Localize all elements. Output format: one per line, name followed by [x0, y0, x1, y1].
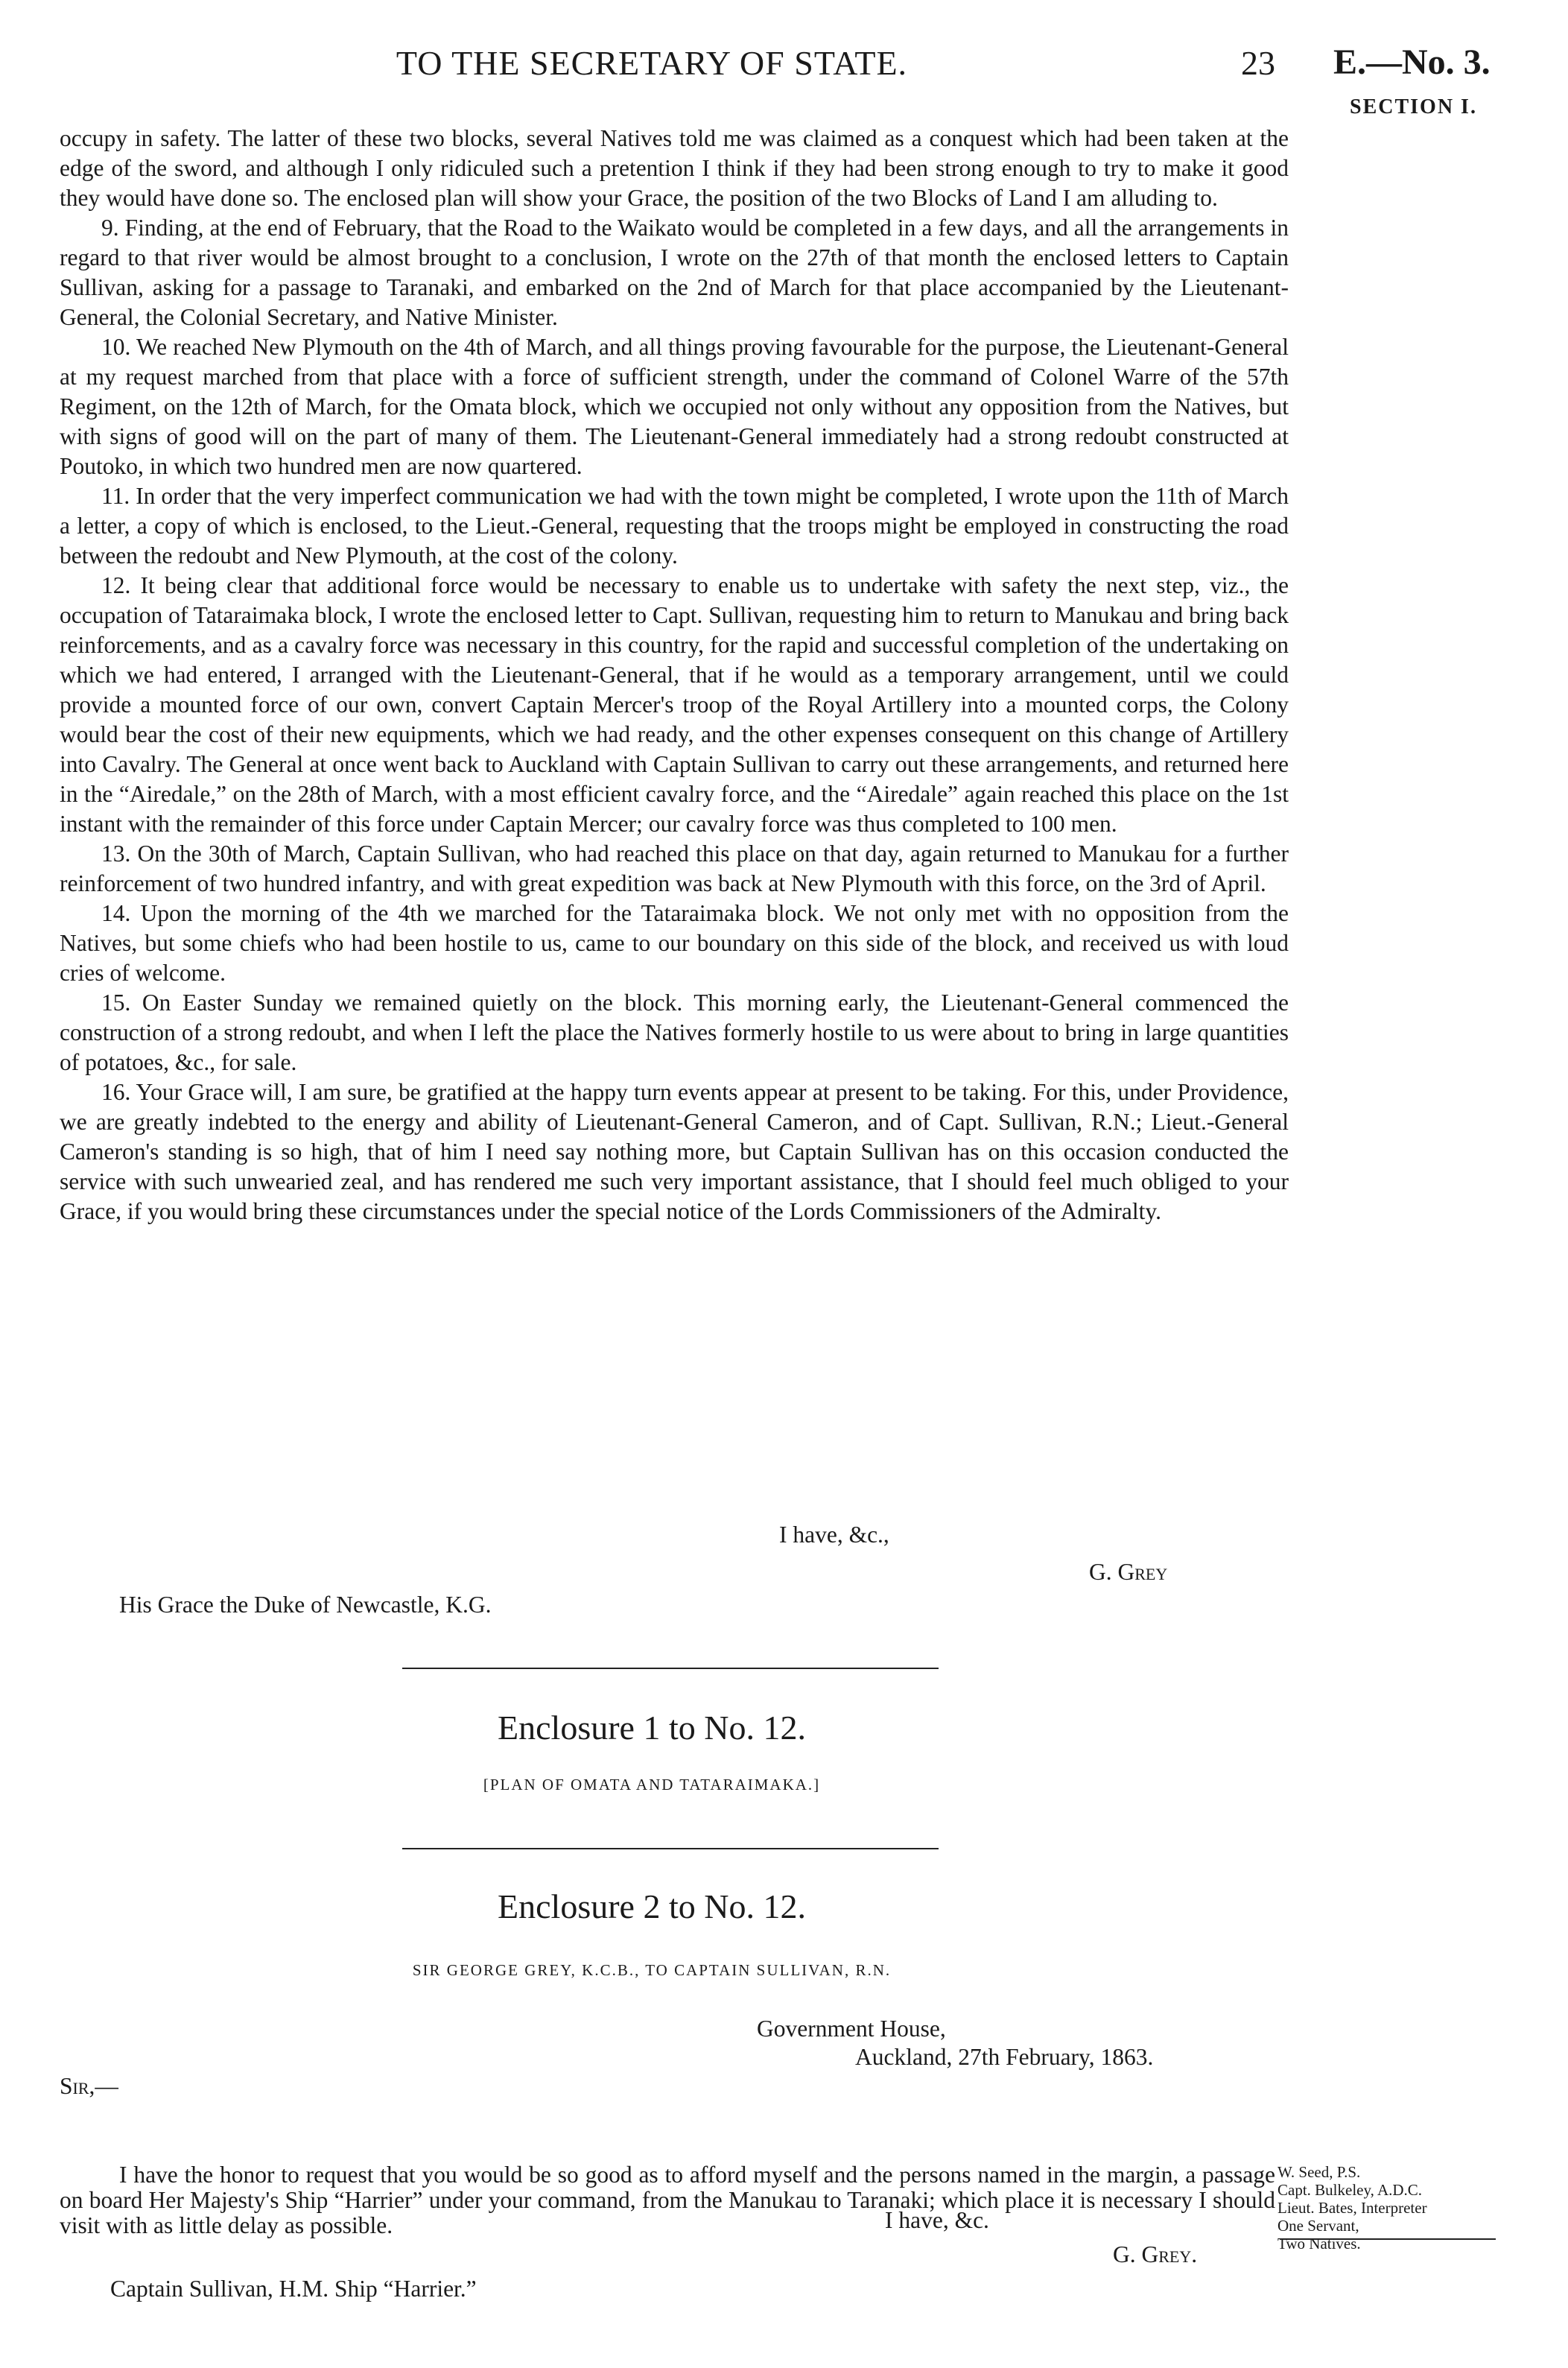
enclosure-2-signature: G. Grey. — [1113, 2241, 1198, 2267]
address-line-2: Auckland, 27th February, 1863. — [855, 2044, 1154, 2070]
enclosure-2-subtitle: SIR GEORGE GREY, K.C.B., TO CAPTAIN SULLIVAN, R.N. — [412, 1961, 892, 1979]
salutation: Sir,— — [60, 2073, 118, 2099]
address-line-1: Government House, — [757, 2016, 946, 2042]
paragraph-11: 11. In order that the very imperfect communication we had with the town might be completed, I wrote upon the 11th of March a letter, a copy of which is enclosed, to the Lieut.-General, requesting that the troops might be employed in constructing the road between the redoubt and New Plymouth, at the cost of the colony. — [60, 483, 1289, 569]
section-divider — [402, 1668, 939, 1669]
paragraph-15: 15. On Easter Sunday we remained quietly on the block. This morning early, the Lieutenant-General commenced the construction of a strong redoubt, and when I left the place the Natives formerly hostile to us were about to bring in large quantities of potatoes, &c., for sale. — [60, 990, 1289, 1075]
enclosure-2-body — [60, 2162, 1275, 2238]
section-divider — [402, 1848, 939, 1849]
paragraph-13: 13. On the 30th of March, Captain Sullivan, who had reached this place on that day, again returned to Manukau for a further reinforcement of two hundred infantry, and with great expedition was back at New Plymouth with this force, on the 3rd of April. — [60, 840, 1289, 896]
addressee: His Grace the Duke of Newcastle, K.G. — [119, 1592, 492, 1618]
paragraph-16: 16. Your Grace will, I am sure, be gratified at the happy turn events appear at present to be taking. For this, under Providence, we are greatly indebted to the energy and ability of Lieutenant-General Cameron, and of Capt. Sullivan, R.N.; Lieut.-General Cameron's standing is so high, that of him I need say nothing more, but Captain Sullivan has on this occasion conducted the service with such unwearied zeal, and has rendered me such very important assistance, that I should feel much obliged to your Grace, if you would bring these circumstances under the special notice of the Lords Commissioners of the Admiralty. — [60, 1079, 1289, 1224]
margin-divider — [1280, 2238, 1496, 2240]
page-number: 23 — [1241, 44, 1275, 82]
margin-name: W. Seed, P.S. — [1277, 2163, 1361, 2181]
enclosure-2-addressee: Captain Sullivan, H.M. Ship “Harrier.” — [110, 2276, 477, 2302]
margin-name: Lieut. Bates, Interpreter — [1277, 2199, 1427, 2217]
signature: G. Grey — [1089, 1559, 1168, 1585]
valediction: I have, &c., — [779, 1522, 889, 1548]
enclosure-2-title: Enclosure 2 to No. 12. — [498, 1887, 806, 1925]
enclosure-1-subtitle: [PLAN OF OMATA AND TATARAIMAKA.] — [483, 1776, 821, 1794]
margin-name: One Servant, — [1277, 2217, 1359, 2235]
paragraph-14: 14. Upon the morning of the 4th we marched for the Tataraimaka block. We not only met with no opposition from the Natives, but some chiefs who had been hostile to us, came to our boundary on this side of the block, and received us with loud cries of welcome. — [60, 900, 1289, 986]
enclosure-2-valediction: I have, &c. — [885, 2207, 989, 2233]
paragraph-12: 12. It being clear that additional force would be necessary to enable us to undertake with safety the next step, viz., the occupation of Tataraimaka block, I wrote the enclosed letter to Capt. Sullivan, requesting him to return to Manukau and bring back reinforcements, and as a cavalry force was necessary in this country, for the rapid and successful completion of the undertaking on which we had entered, I arranged with the Lieutenant-General, that if he would as a temporary arrangement, until we could provide a mounted force of our own, convert Captain Mercer's troop of the Royal Artillery into a mounted corps, the Colony would bear the cost of their new equipments, which we had ready, and the other expenses consequent on this change of Artillery into Cavalry. The General at once went back to Auckland with Captain Sullivan to carry out these arrangements, and returned here in the “Airedale,” on the 28th of March, with a most efficient cavalry force, and the “Airedale” again reached this place on the 1st instant with the remainder of this force under Captain Mercer; our cavalry force was thus completed to 100 men. — [60, 572, 1289, 837]
running-header-title: TO THE SECRETARY OF STATE. — [396, 44, 908, 82]
margin-name: Capt. Bulkeley, A.D.C. — [1277, 2181, 1423, 2199]
paragraph-10: 10. We reached New Plymouth on the 4th of March, and all things proving favourable for the purpose, the Lieutenant-General at my request marched from that place with a force of sufficient strength, under the command of Colonel Warre of the 57th Regiment, on the 12th of March, for the Omata block, which we occupied not only without any opposition from the Natives, but with signs of good will on the part of many of them. The Lieutenant-General immediately had a strong redoubt constructed at Poutoko, in which two hundred men are now quartered. — [60, 334, 1289, 479]
document-reference: E.—No. 3. — [1333, 42, 1491, 82]
paragraph-9: 9. Finding, at the end of February, that the Road to the Waikato would be completed in a few days, and all the arrangements in regard to that river would be almost brought to a conclusion, I wrote on the 27th of that month the enclosed letters to Captain Sullivan, asking for a passage to Taranaki, and embarked on the 2nd of March for that place accompanied by the Lieutenant-General, the Colonial Secretary, and Native Minister. — [60, 215, 1289, 330]
section-label: SECTION I. — [1350, 95, 1477, 118]
paragraph-continuation: occupy in safety. The latter of these two blocks, several Natives told me was claimed as a conquest which had been taken at the edge of the sword, and although I only ridiculed such a pretention I think if they had been strong enough to try to make it good they would have done so. The enclosed plan will show your Grace, the position of the two Blocks of Land I am alluding to. — [60, 125, 1289, 211]
enclosure-2-paragraph: I have the honor to request that you would be so good as to afford myself and the persons named in the margin, a passage on board Her Majesty's Ship “Harrier” under your command, from the Manukau to Taranaki; which place it is necessary I should visit with as little delay as possible. — [60, 2162, 1275, 2238]
letter-body — [60, 124, 1289, 1226]
enclosure-1-title: Enclosure 1 to No. 12. — [498, 1709, 806, 1747]
margin-name: Two Natives. — [1277, 2235, 1361, 2253]
